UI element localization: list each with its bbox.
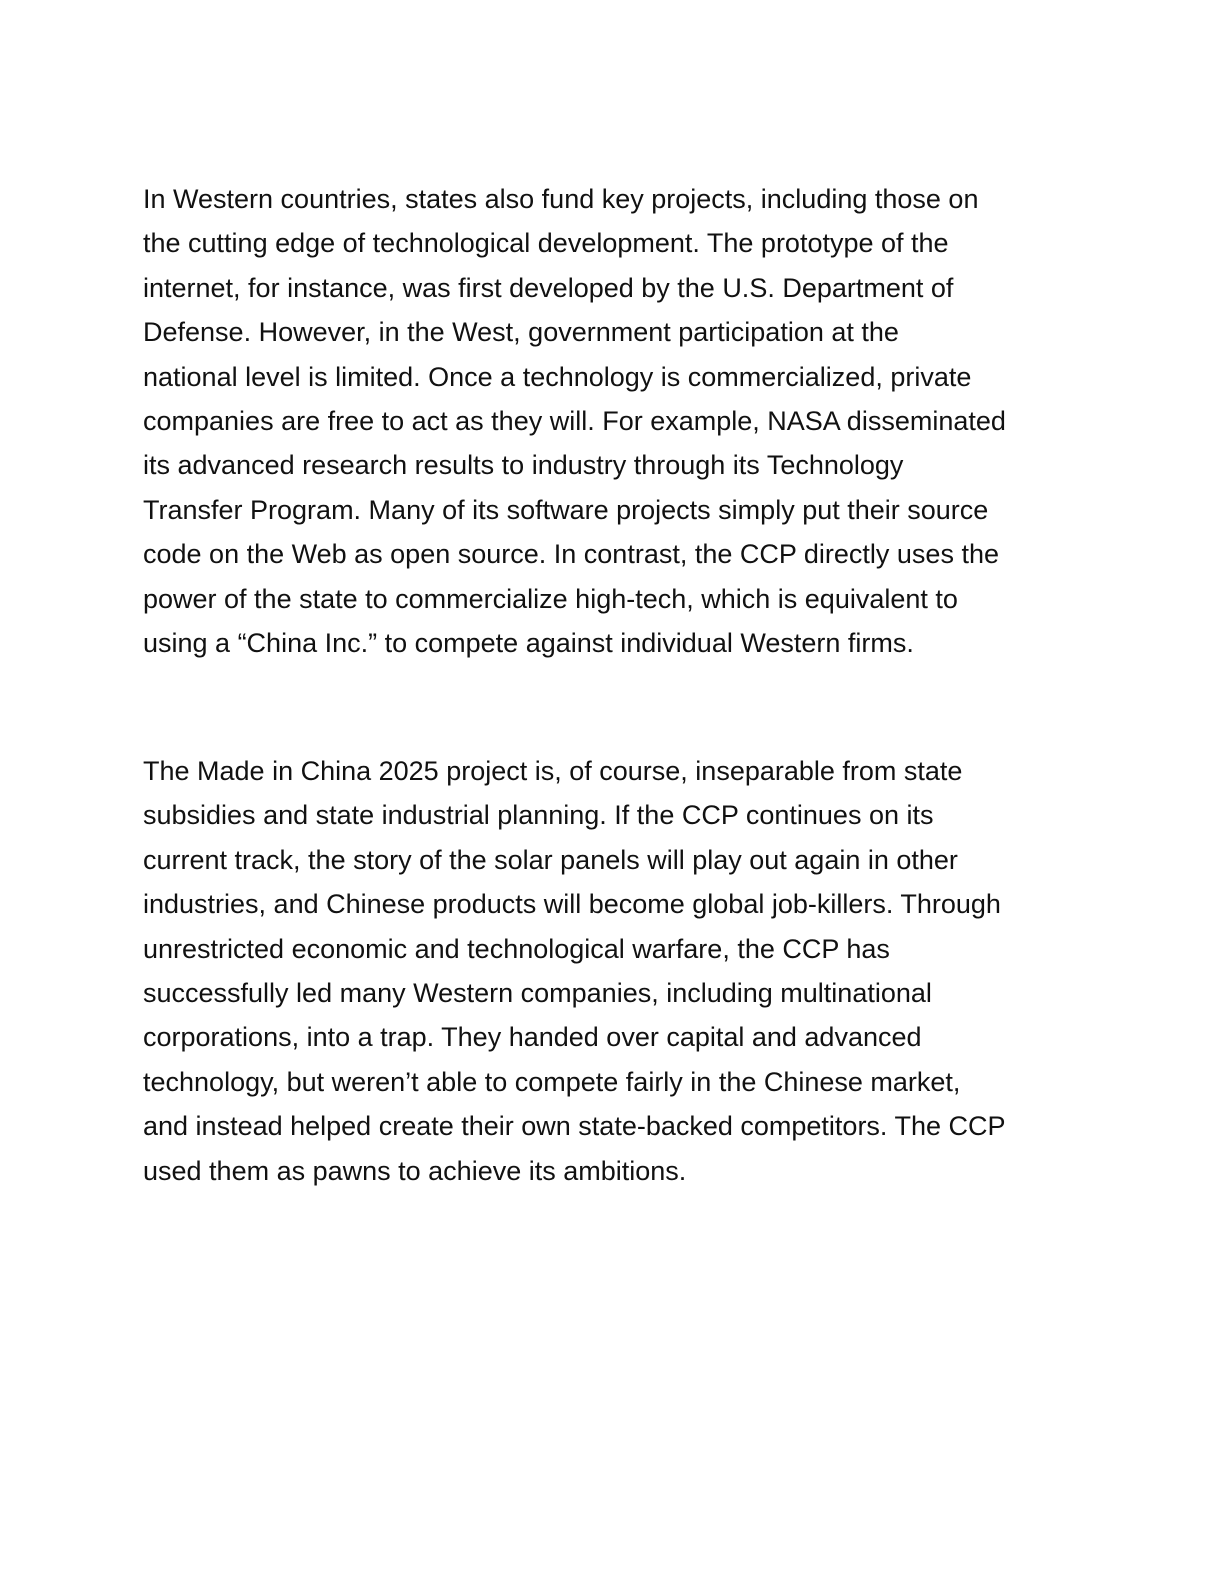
text-line: Transfer Program. Many of its software projects simply put their source xyxy=(143,494,989,525)
text-line: code on the Web as open source. In contrast, the CCP directly uses the xyxy=(143,539,999,570)
text-line: current track, the story of the solar panels will play out again in other xyxy=(143,844,958,875)
text-line: unrestricted economic and technological warfare, the CCP has xyxy=(143,933,890,964)
text-line: technology, but weren’t able to compete fairly in the Chinese market, xyxy=(143,1066,961,1097)
text-line: The Made in China 2025 project is, of course, inseparable from state xyxy=(143,756,963,786)
text-line: and instead helped create their own state-backed competitors. The CCP xyxy=(143,1111,1006,1142)
text-line: Defense. However, in the West, government participation at the xyxy=(143,317,899,348)
text-line: using a “China Inc.” to compete against individual Western firms. xyxy=(143,628,914,659)
text-line: used them as pawns to achieve its ambitions. xyxy=(143,1155,687,1186)
paragraph-made-in-china-2025 xyxy=(143,749,1083,1193)
text-line: In Western countries, states also fund key projects, including those on xyxy=(143,184,979,214)
text-line: subsidies and state industrial planning. If the CCP continues on its xyxy=(143,800,934,831)
text-line: successfully led many Western companies, including multinational xyxy=(143,978,932,1009)
text-line: power of the state to commercialize high-tech, which is equivalent to xyxy=(143,583,958,614)
paragraph-western-state-funding xyxy=(143,177,1083,665)
text-line: industries, and Chinese products will become global job-killers. Through xyxy=(143,889,1001,920)
text-line: corporations, into a trap. They handed over capital and advanced xyxy=(143,1022,922,1053)
text-line: national level is limited. Once a technology is commercialized, private xyxy=(143,361,972,392)
text-line: the cutting edge of technological development. The prototype of the xyxy=(143,228,949,259)
text-line: its advanced research results to industry through its Technology xyxy=(143,450,904,481)
text-line: internet, for instance, was first developed by the U.S. Department of xyxy=(143,272,954,303)
text-line: companies are free to act as they will. For example, NASA disseminated xyxy=(143,406,1006,437)
